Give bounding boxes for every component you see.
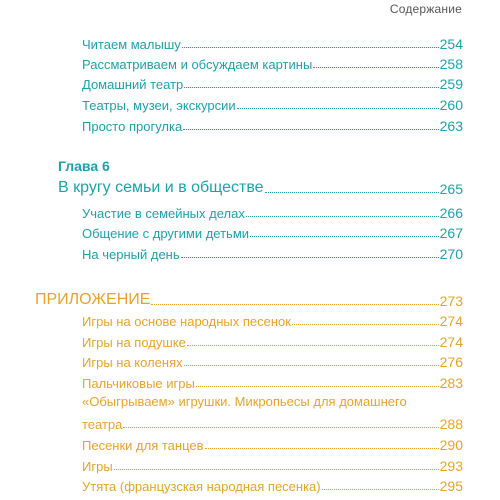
chapter-page: 265 [439,181,463,197]
appendix-page: 273 [439,293,463,309]
toc-entry-title: Утята (французская народная песенка) [82,479,321,494]
toc-entry-title: Домашний театр [82,77,184,92]
toc-entry-page: 260 [439,97,463,113]
toc-entry-title: Игры на основе народных песенок [82,314,291,329]
chapter-title: В кругу семьи и в обществе [58,179,264,196]
dot-leader [184,87,438,88]
toc-entry[interactable] [82,95,463,113]
chapter-heading[interactable] [58,177,463,197]
toc-entry-title-line1: «Обыгрываем» игрушки. Микропьесы для домашнего [82,394,407,409]
toc-entry-title: Игры на коленях [82,355,183,370]
dot-leader [250,236,439,237]
toc-entry[interactable] [82,34,463,52]
toc-entry-title: Участие в семейных делах [82,206,245,221]
toc-entry-title: Просто прогулка [82,119,183,134]
toc-entry[interactable] [82,414,463,432]
toc-entry[interactable] [82,352,463,370]
toc-entry-page: 263 [439,118,463,134]
toc-entry-page: 276 [439,354,463,370]
toc-entry-page: 274 [439,334,463,350]
toc-entry-page: 267 [439,225,463,241]
chapter-number: Глава 6 [58,158,110,174]
toc-entry-page: 288 [439,416,463,432]
toc-entry-title: Песенки для танцев [82,438,204,453]
toc-entry-page: 290 [439,437,463,453]
toc-entry[interactable] [82,456,463,474]
toc-entry[interactable] [82,223,463,241]
toc-entry[interactable] [82,476,463,494]
toc-entry-title-line2: театра [82,417,123,432]
toc-entry-title: Игры [82,459,113,474]
toc-entry-page: 258 [439,56,463,72]
dot-leader [196,386,439,387]
dot-leader [184,365,439,366]
toc-entry-title: Читаем малышу [82,37,181,52]
toc-entry-page: 293 [439,458,463,474]
dot-leader [182,47,439,48]
toc-entry-title: Общение с другими детьми [82,226,250,241]
toc-entry-page: 259 [439,76,463,92]
dot-leader [292,324,439,325]
dot-leader [205,448,439,449]
toc-entry-title: Рассматриваем и обсуждаем картины [82,57,313,72]
toc-entry[interactable] [82,54,463,72]
toc-entry-title: Театры, музеи, экскурсии [82,98,236,113]
running-header: Содержание [389,2,462,16]
toc-entry[interactable] [82,116,463,134]
dot-leader [123,427,438,428]
toc-entry[interactable] [82,332,463,350]
toc-entry[interactable] [82,311,463,329]
dot-leader [187,345,439,346]
dot-leader [246,216,439,217]
toc-entry[interactable] [82,435,463,453]
dot-leader [114,469,439,470]
toc-entry[interactable] [82,373,463,391]
toc-entry-title: Игры на подушке [82,335,186,350]
dot-leader [151,304,438,305]
toc-entry-page: 283 [439,375,463,391]
dot-leader [265,192,439,193]
toc-entry-page: 295 [439,478,463,494]
toc-entry-page: 254 [439,36,463,52]
toc-entry[interactable] [82,74,463,92]
dot-leader [183,129,438,130]
toc-entry-page: 270 [439,246,463,262]
toc-entry-page: 266 [439,205,463,221]
toc-entry-page: 274 [439,313,463,329]
toc-entry-title: Пальчиковые игры [82,376,195,391]
dot-leader [181,257,439,258]
dot-leader [322,489,439,490]
toc-entry[interactable] [82,244,463,262]
toc-entry[interactable] [82,203,463,221]
appendix-heading[interactable] [35,289,463,309]
appendix-title: ПРИЛОЖЕНИЕ [35,291,151,308]
dot-leader [237,108,439,109]
toc-entry-title: На черный день [82,247,180,262]
dot-leader [313,67,438,68]
